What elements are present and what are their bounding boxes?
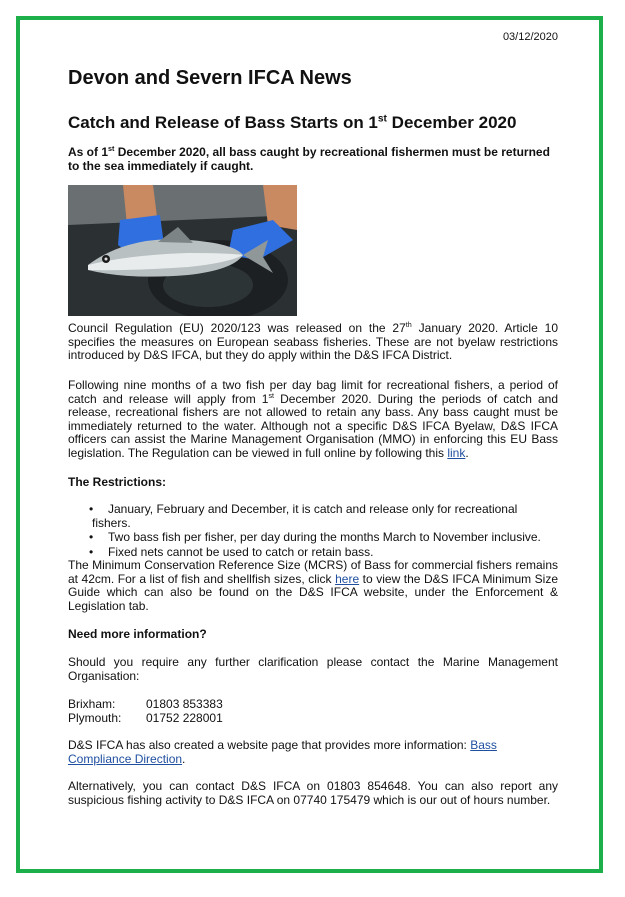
- paragraph-catch-release: Following nine months of a two fish per day bag limit for recreational fishers, a period of catch and release will apply from 1st December 2020. During the periods of catch and release, recreational fishers are not allowed to retain any bass. Any bass caught must be immediately returned to the water. Although not a specific D&S IFCA Byelaw, D&S IFCA officers can assist the Marine Management Organisation (MMO) in enforcing this EU Bass legislation. The Regulation can be viewed in full online by following this link.: [68, 378, 559, 460]
- list-item: • Two bass fish per fisher, per day during the months March to November inclusive.: [89, 530, 541, 544]
- list-item: • Fixed nets cannot be used to catch or retain bass.: [89, 544, 374, 559]
- contact-plymouth: Plymouth: 01752 228001: [68, 711, 223, 725]
- page-title: Devon and Severn IFCA News: [68, 67, 352, 89]
- bass-photo: [68, 185, 297, 316]
- document-date: 03/12/2020: [502, 31, 558, 43]
- paragraph-contact: Alternatively, you can contact D&S IFCA on 01803 854648. You can also report any suspicious fishing activity to D&S IFCA on 07740 175479 which is our out of hours number.: [68, 779, 558, 807]
- paragraph-website: D&S IFCA has also created a website page that provides more information: Bass Compliance Direction.: [68, 738, 497, 766]
- size-guide-link[interactable]: here: [335, 571, 360, 586]
- restrictions-heading: The Restrictions:: [68, 475, 167, 489]
- contact-brixham: Brixham: 01803 853383: [68, 697, 223, 711]
- more-info-heading: Need more information?: [68, 627, 207, 641]
- bass-photo-image: [68, 185, 297, 316]
- article-headline: Catch and Release of Bass Starts on 1st December 2020: [68, 113, 517, 132]
- paragraph-clarification: Should you require any further clarification please contact the Marine Management Organisation:: [68, 655, 558, 683]
- restrictions-list: [68, 503, 558, 560]
- bass-compliance-link[interactable]: Bass Compliance Direction: [68, 738, 497, 766]
- paragraph-mcrs: The Minimum Conservation Reference Size (MCRS) of Bass for commercial fishers remains at 42cm. For a list of fish and shellfish sizes, click here to view the D&S IFCA Minimum Size Guide which can also be found on the D&S IFCA website, under the Enforcement & Legislation tab.: [68, 558, 558, 613]
- lead-paragraph: As of 1st December 2020, all bass caught by recreational fishermen must be returned to the sea immediately if caught.: [68, 144, 550, 173]
- list-item: • January, February and December, it is catch and release only for recreational fishers.: [89, 502, 518, 530]
- paragraph-regulation: Council Regulation (EU) 2020/123 was released on the 27th January 2020. Article 10 specifies the measures on European seabass fisheries. These are not byelaw restrictions introduced by D&S IFCA, but they do apply within the D&S IFCA District.: [68, 320, 558, 362]
- regulation-link[interactable]: link: [447, 445, 466, 460]
